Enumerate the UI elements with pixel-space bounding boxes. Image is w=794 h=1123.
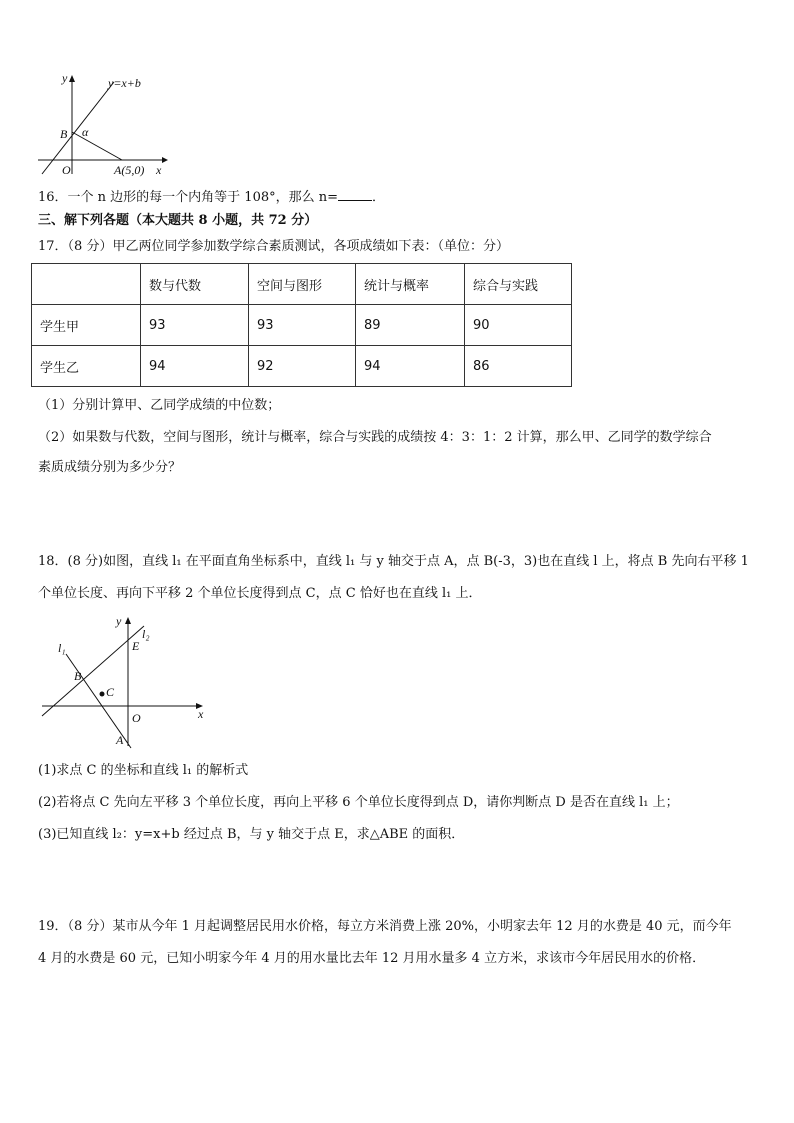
label-a: A [116,733,124,747]
label-l1: l₁ [58,641,66,655]
table-cell: 学生甲 [32,305,141,346]
table-row [32,305,572,346]
label-o: O [62,163,71,177]
table-header-cell [32,264,141,305]
label-x: x [198,707,204,721]
table-cell: 93 [249,305,356,346]
segment-ba [72,132,122,160]
label-y: y [62,71,68,85]
answer-blank [338,188,372,201]
label-b: B [60,127,68,141]
table-cell: 89 [356,305,465,346]
table-header-cell: 统计与概率 [356,264,465,305]
question-16-tail: ． [372,190,386,205]
question-17-part-2-line-2: 素质成绩分别为多少分？ [38,460,182,475]
label-line: y=x+b [108,76,141,90]
label-alpha: α [82,125,89,139]
question-18-part-3: (3)已知直线 l₂：y=x+b 经过点 B，与 y 轴交于点 E，求△ABE 的面积． [38,827,465,842]
label-o: O [132,711,141,725]
question-19-line-2: 4 月的水费是 60 元，已知小明家今年 4 月的用水量比去年 12 月用水量多 4 立方米，求该市今年居民用水的价格． [38,951,706,966]
table-cell: 94 [141,346,249,387]
question-18-line-1: 18．(8 分)如图，直线 l₁ 在平面直角坐标系中，直线 l₁ 与 y 轴交于点 A，点 B(-3，3)也在直线 l 上，将点 B 先向右平移 1 [38,554,749,569]
question-18-part-2: (2)若将点 C 先向左平移 3 个单位长度，再向上平移 6 个单位长度得到点 D，请你判断点 D 是否在直线 l₁ 上； [38,795,679,810]
figure-lines-l1-l2 [38,612,213,752]
table-header-cell: 空间与图形 [249,264,356,305]
label-l2: l₂ [142,627,150,641]
table-row [32,346,572,387]
question-18-part-1: (1)求点 C 的坐标和直线 l₁ 的解析式 [38,763,249,778]
label-e: E [132,639,140,653]
table-header-cell: 综合与实践 [465,264,572,305]
table-header-cell: 数与代数 [141,264,249,305]
label-x: x [156,163,162,177]
question-17-part-1: （1）分别计算甲、乙同学成绩的中位数； [38,398,281,413]
line-l2 [42,626,144,716]
question-17-part-2-line-1: （2）如果数与代数，空间与图形，统计与概率，综合与实践的成绩按 4：3：1：2 计算，那么甲、乙同学的数学综合 [38,430,712,445]
table-cell: 92 [249,346,356,387]
question-17-intro: 17．（8 分）甲乙两位同学参加数学综合素质测试，各项成绩如下表：（单位：分） [38,239,509,254]
section-3-title: 三、解下列各题（本大题共 8 小题，共 72 分） [38,213,318,228]
table-header-row [32,264,572,305]
point-c [100,692,105,697]
score-table [31,263,572,387]
x-axis-arrow [162,157,168,163]
table-cell: 学生乙 [32,346,141,387]
y-axis-arrow [125,617,131,624]
label-a: A(5,0) [114,163,145,177]
figure-line-y-x-b [34,70,174,180]
question-18-line-2: 个单位长度、再向下平移 2 个单位长度得到点 C，点 C 恰好也在直线 l₁ 上． [38,586,482,601]
label-c: C [106,685,115,699]
table-cell: 93 [141,305,249,346]
question-19-line-1: 19．（8 分）某市从今年 1 月起调整居民用水价格，每立方米消费上涨 20%，小明家去年 12 月的水费是 40 元，而今年 [38,919,732,934]
question-16 [38,188,385,207]
y-axis-arrow [69,75,75,82]
label-b: B [74,669,82,683]
table-cell: 94 [356,346,465,387]
table-cell: 90 [465,305,572,346]
table-cell: 86 [465,346,572,387]
question-16-text: 16．一个 n 边形的每一个内角等于 108°，那么 n= [38,190,339,205]
label-y: y [116,614,122,628]
